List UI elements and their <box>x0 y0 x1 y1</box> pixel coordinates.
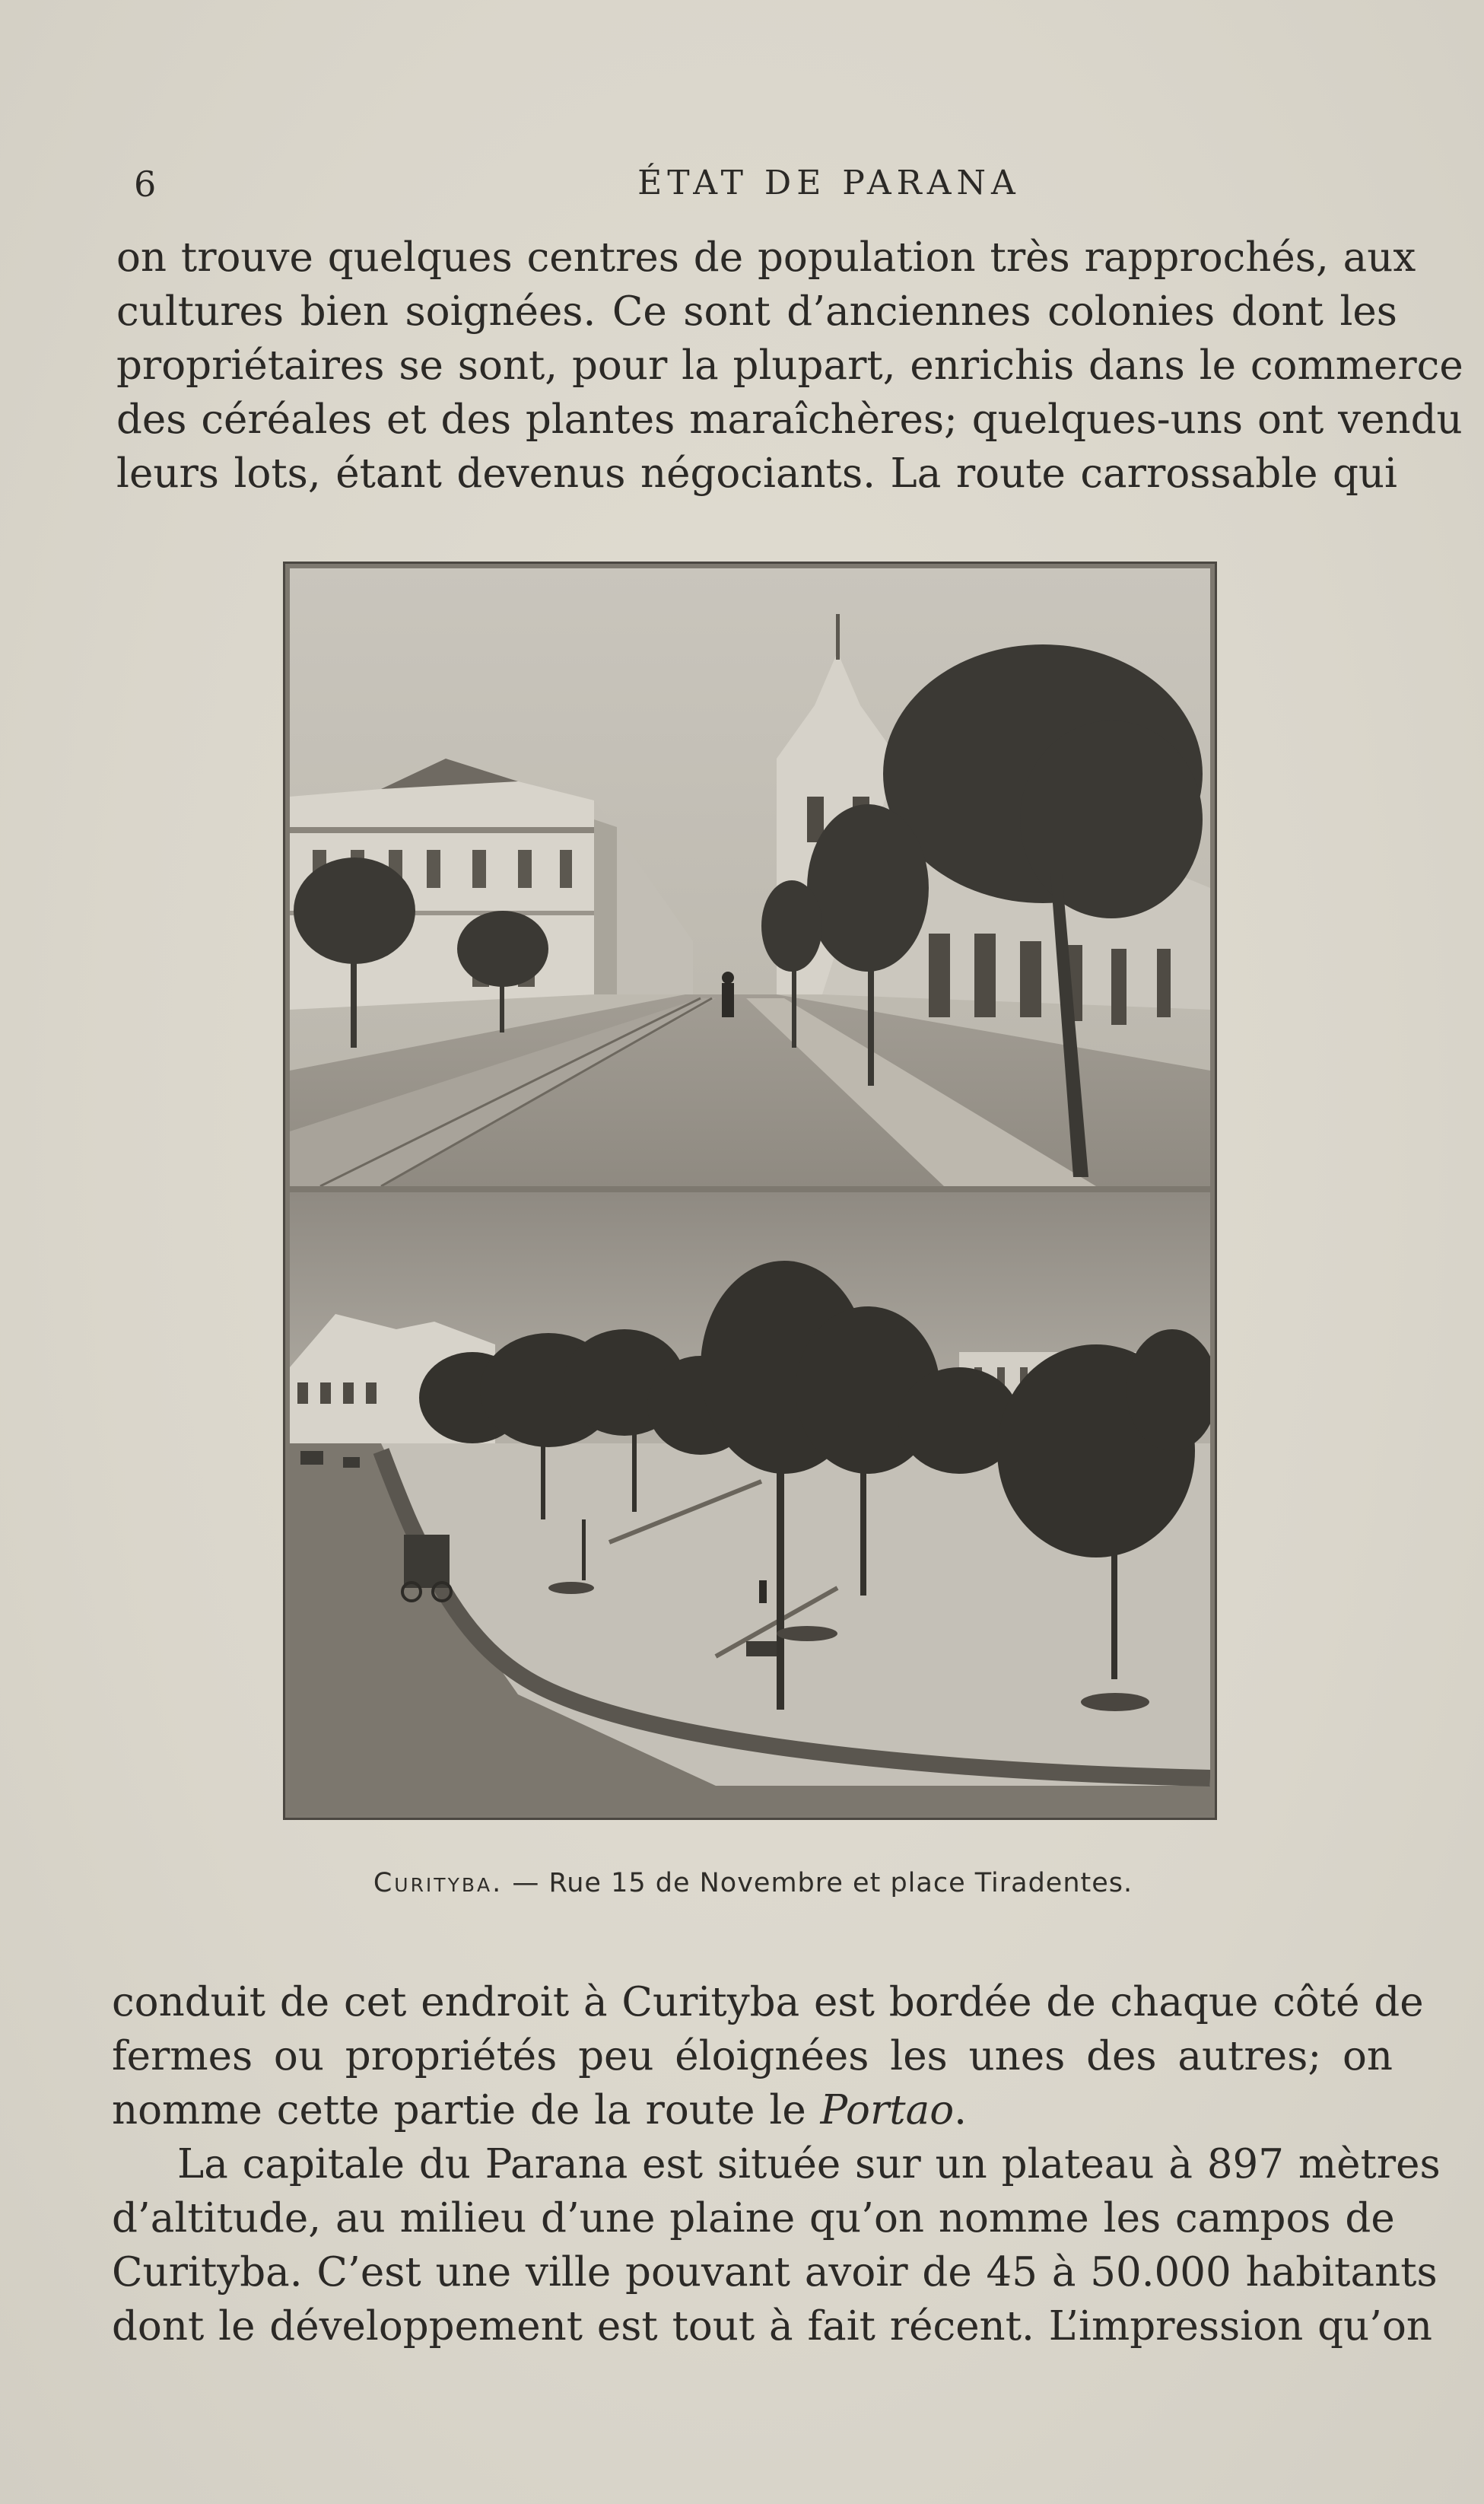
photo-plate <box>283 562 1217 1820</box>
street-photo <box>290 568 1210 1186</box>
text-line: La capitale du Parana est située sur un plateau à 897 mètres <box>177 2141 1441 2187</box>
street-photo-image <box>290 568 1210 1186</box>
text-line: fermes ou propriétés peu éloignées les unes des autres; on <box>112 2033 1393 2079</box>
square-photo-image <box>290 1192 1210 1815</box>
text-line: Curityba. C’est une ville pouvant avoir de 45 à 50.000 habitants <box>112 2249 1438 2296</box>
text-line: on trouve quelques centres de population très rapprochés, aux <box>116 234 1416 281</box>
running-title: ÉTAT DE PARANA <box>637 164 1021 202</box>
text-line: leurs lots, étant devenus négociants. La route carrossable qui <box>116 450 1397 497</box>
text-fragment: nomme cette partie de la route le <box>112 2087 821 2133</box>
italic-term: Portao <box>820 2087 955 2133</box>
text-line: cultures bien soignées. Ce sont d’anciennes colonies dont les <box>116 288 1397 335</box>
running-header <box>114 156 1407 209</box>
paragraph-top <box>116 231 1463 501</box>
text-line: dont le développement est tout à fait récent. L’impression qu’on <box>112 2303 1433 2350</box>
page-number: 6 <box>134 164 157 205</box>
text-line: propriétaires se sont, pour la plupart, enrichis dans le commerce <box>116 342 1463 389</box>
caption-text: — Rue 15 de Novembre et place Tiradentes. <box>512 1868 1133 1898</box>
square-photo <box>290 1192 1210 1815</box>
paragraph-continued <box>112 1975 1424 2137</box>
caption-place: Curityba. <box>373 1868 504 1898</box>
text-line: d’altitude, au milieu d’une plaine qu’on nomme les campos de <box>112 2195 1395 2242</box>
text-line <box>112 2083 1393 2137</box>
figure-caption <box>114 1868 1392 1898</box>
text-line: conduit de cet endroit à Curityba est bordée de chaque côté de <box>112 1979 1424 2025</box>
text-line: des céréales et des plantes maraîchères; quelques-uns ont vendu <box>116 396 1463 443</box>
paragraph-capital <box>112 2137 1441 2353</box>
text-fragment: . <box>954 2087 967 2133</box>
